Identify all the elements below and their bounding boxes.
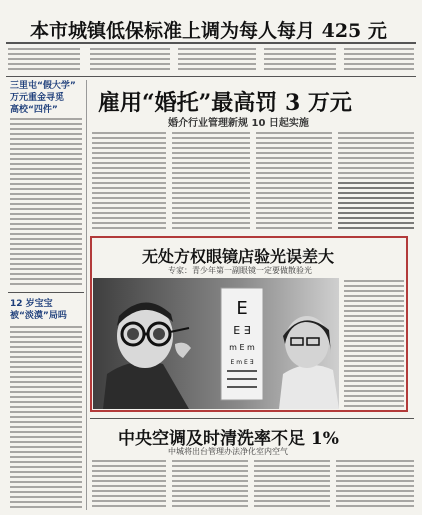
- side-story-1-headline-line-3: 高校“四件”: [10, 105, 58, 115]
- side-story-2-body: [10, 326, 82, 508]
- side-story-1-headline: [10, 80, 76, 116]
- main-story-col-4-continued: [338, 182, 414, 232]
- top-headline: 本市城镇低保标准上调为每人每月 425 元: [30, 20, 387, 42]
- bottom-story-col-1: [92, 460, 166, 510]
- main-story-col-1: [92, 132, 166, 232]
- main-story-col-2: [172, 132, 250, 232]
- main-story-col-3: [256, 132, 332, 232]
- top-text-col-2: [90, 48, 170, 72]
- top-strip-rule: [6, 76, 416, 77]
- top-text-col-1: [8, 48, 80, 72]
- eye-chart-row-1: E: [236, 298, 248, 319]
- top-text-col-4: [264, 48, 336, 72]
- eye-chart-row-2: E ∃: [233, 324, 251, 337]
- bottom-story-rule: [90, 418, 414, 419]
- top-text-col-3: [178, 48, 256, 72]
- side-story-2-headline-line-2: 被“淡漠”局吗: [10, 311, 67, 321]
- top-text-col-5: [344, 48, 414, 72]
- left-column-rule: [86, 80, 87, 510]
- bottom-story-col-2: [172, 460, 248, 510]
- side-story-1-headline-line-2: 万元重金寻觅: [10, 93, 65, 103]
- side-story-2-headline-line-1: 12 岁宝宝: [10, 299, 53, 309]
- eye-chart-row-3: m E m: [229, 343, 255, 352]
- bottom-story-col-4: [336, 460, 414, 510]
- feature-story-body: [344, 280, 404, 408]
- top-rule: [6, 42, 416, 44]
- left-column-divider: [8, 292, 84, 293]
- eye-chart-row-4: E m E ∃: [230, 359, 254, 366]
- main-story-headline: 雇用“婚托”最高罚 3 万元: [98, 90, 352, 116]
- bottom-story-col-3: [254, 460, 330, 510]
- side-story-2-headline: [10, 298, 67, 322]
- feature-photo-image: [93, 278, 339, 409]
- feature-photo: [93, 278, 339, 409]
- main-story-subheadline: 婚介行业管理新规 10 日起实施: [168, 118, 309, 129]
- feature-story-headline: 无处方权眼镜店验光误差大: [142, 247, 335, 266]
- side-story-1-headline-line-1: 三里屯“假大学”: [10, 81, 76, 91]
- bottom-story-headline: 中央空调及时清洗率不足 1%: [118, 429, 339, 449]
- side-story-1-body: [10, 118, 82, 288]
- bottom-story-subheadline: 中城将出台管理办法净化室内空气: [168, 447, 288, 456]
- feature-story-subheadline: 专家：青少年第一副眼镜一定要做散验光: [168, 266, 312, 275]
